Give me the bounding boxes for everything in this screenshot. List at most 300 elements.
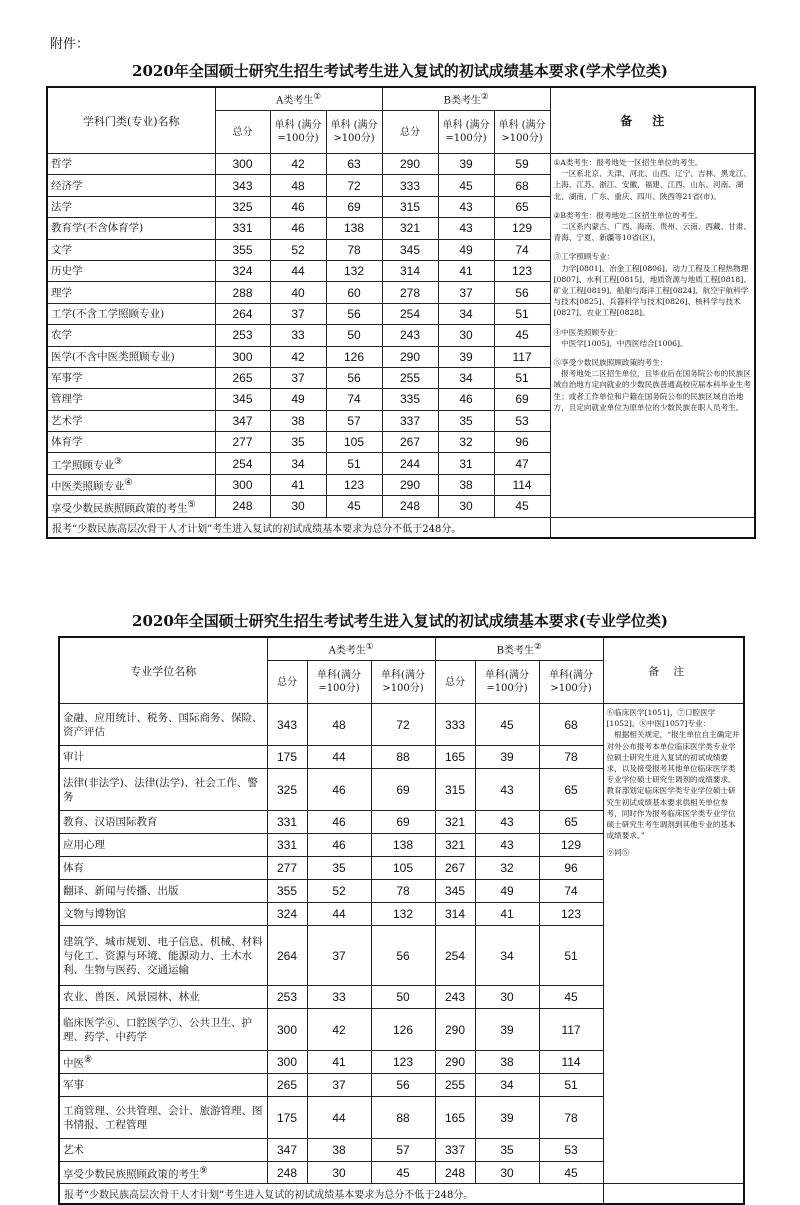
score-a-single-over100: 45 [326,496,382,517]
score-a-total: 254 [215,453,270,474]
score-b-single100: 43 [475,769,539,811]
score-b-total: 333 [435,704,475,746]
score-b-total: 243 [435,986,475,1009]
column-header-degree: 专业学位名称 [59,637,267,704]
score-b-single100: 30 [475,986,539,1009]
score-b-total: 345 [435,880,475,903]
academic-table-title: 2020年全国硕士研究生招生考试考生进入复试的初试成绩基本要求(学术学位类) [132,62,668,80]
notes-cell [603,704,744,1184]
score-a-single100: 33 [307,986,371,1009]
score-a-total: 347 [267,1139,307,1162]
score-a-single100: 48 [307,704,371,746]
score-b-single-over100: 45 [539,986,603,1009]
row-name: 中医 [63,1057,84,1070]
score-b-single-over100: 74 [539,880,603,903]
score-a-single-over100: 78 [326,239,382,260]
notes-header: 备注 [603,637,744,704]
score-b-single100: 38 [475,1051,539,1074]
row-name: 教育、汉语国际教育 [63,816,158,828]
score-b-single-over100: 65 [539,811,603,834]
row-name-cell [47,453,215,474]
row-name-cell [59,1097,267,1139]
score-b-single100: 35 [475,1139,539,1162]
row-name: 享受少数民族照顾政策的考生 [51,502,188,515]
score-a-single-over100: 50 [326,325,382,346]
row-name-cell [47,474,215,495]
group-header-b: B类考生② [382,87,550,111]
notes-footer-blank [550,517,755,538]
score-a-single100: 52 [270,239,326,260]
score-a-single100: 48 [270,175,326,196]
score-a-total: 300 [215,474,270,495]
score-a-single100: 38 [307,1139,371,1162]
score-b-single-over100: 117 [494,346,550,367]
row-name-cell [47,154,215,175]
subheader-a-single100: 单科(满分=100分) [307,661,371,704]
score-b-single-over100: 114 [494,474,550,495]
score-a-single-over100: 126 [326,346,382,367]
row-name-footnote-mark: ⑤ [187,499,196,510]
score-b-single-over100: 53 [494,410,550,431]
score-b-total: 321 [382,218,438,239]
row-name: 金融、应用统计、税务、国际商务、保险、资产评估 [63,711,263,738]
row-name: 中医类照顾专业 [51,480,125,493]
score-a-total: 347 [215,410,270,431]
score-a-total: 343 [267,704,307,746]
row-name-cell [59,769,267,811]
score-a-single-over100: 74 [326,389,382,410]
score-b-single-over100: 78 [539,1097,603,1139]
score-a-single100: 38 [270,410,326,431]
score-b-total: 314 [435,903,475,926]
professional-table-title: 2020年全国硕士研究生招生考试考生进入复试的初试成绩基本要求(专业学位类) [132,612,668,630]
score-b-total: 290 [382,474,438,495]
score-b-single100: 30 [438,496,494,517]
score-b-total: 165 [435,1097,475,1139]
row-name-cell [47,239,215,260]
group-header-b: B类考生② [435,637,603,661]
score-b-single-over100: 129 [539,834,603,857]
score-a-total: 324 [267,903,307,926]
score-b-single-over100: 123 [494,260,550,281]
score-a-single-over100: 132 [326,260,382,281]
score-a-single-over100: 69 [371,769,435,811]
table-row [59,704,744,746]
score-a-single100: 52 [307,880,371,903]
score-b-single100: 41 [475,903,539,926]
score-b-total: 290 [382,346,438,367]
row-name: 农学 [51,329,72,342]
row-name: 体育学 [51,436,83,449]
score-b-total: 314 [382,260,438,281]
column-header-discipline: 学科门类(专业)名称 [47,87,215,154]
note-item: ①A类考生：报考地处一区招生单位的考生。 一区系北京、天津、河北、山西、辽宁、吉林、黑龙江、上海、江苏、浙江、安徽、福建、江西、山东、河南、湖北、湖南、广东、重庆、四川、陕西等21省(市)。 [553,158,751,201]
score-b-single-over100: 114 [539,1051,603,1074]
note-item: ⑥临床医学[1051]、⑦口腔医学[1052]、⑧中医[1057]专业： 根据相关规定，“报生单位自主确定并对外公布报考本单位临床医学类专业学位硕士研究生进入复试的初试成绩要求，以及接受报考其他单位临床医学类专业学位硕士研究生调剂的成绩要求。教育部划定临床医学类专业学位硕士研究生初试成绩基本要求供相关单位参考，同时作为报考临床医学类专业学位硕士研究生考生调剂到其他专业的基本成绩要求。” [606,708,740,841]
attachment-label: 附件： [50,37,90,52]
score-a-total: 300 [267,1051,307,1074]
score-a-total: 265 [267,1074,307,1097]
row-name-cell [47,325,215,346]
row-name: 农业、兽医、风景园林、林业 [63,991,200,1003]
row-name-cell [59,834,267,857]
score-a-total: 355 [215,239,270,260]
footnote-row [59,1184,744,1205]
score-b-single-over100: 51 [539,926,603,986]
score-b-total: 290 [435,1009,475,1051]
score-a-single100: 46 [307,811,371,834]
row-name-cell [47,196,215,217]
score-a-single100: 46 [307,834,371,857]
score-b-single-over100: 59 [494,154,550,175]
score-b-single100: 34 [438,367,494,388]
row-name-cell [59,1051,267,1074]
score-a-total: 331 [215,218,270,239]
row-name: 哲学 [51,158,72,171]
score-b-total: 315 [435,769,475,811]
score-a-total: 325 [215,196,270,217]
score-a-single-over100: 51 [326,453,382,474]
score-a-single-over100: 57 [326,410,382,431]
score-b-single-over100: 96 [539,857,603,880]
subheader-b-single-over100: 单科 (满分>100分) [494,111,550,154]
row-name: 经济学 [51,179,83,192]
note-item: ⑤享受少数民族照顾政策的考生： 报考地处二区招生单位，且毕业后在国务院公布的民族区域自治地方定向就业的少数民族普通高校应届本科毕业生考生；或者工作单位和户籍在国务院公布的民族区域自治地方，且定向就业单位为原单位的少数民族在职人员考生。 [553,358,751,412]
score-b-single100: 34 [475,926,539,986]
score-b-single-over100: 117 [539,1009,603,1051]
row-name-cell [59,926,267,986]
score-a-single100: 46 [270,218,326,239]
score-b-single-over100: 69 [494,389,550,410]
score-b-single-over100: 78 [539,746,603,769]
row-name: 艺术 [63,1144,84,1156]
score-b-single-over100: 56 [494,282,550,303]
score-b-single100: 49 [475,880,539,903]
score-a-total: 300 [215,346,270,367]
score-a-total: 248 [267,1162,307,1184]
score-a-single100: 46 [270,196,326,217]
row-name-cell [59,811,267,834]
score-b-total: 337 [382,410,438,431]
row-name: 工学(不含工学照顾专业) [51,307,165,320]
score-a-single-over100: 105 [371,857,435,880]
score-b-single-over100: 65 [494,196,550,217]
score-a-total: 264 [267,926,307,986]
row-name-cell [47,218,215,239]
score-b-single100: 34 [438,303,494,324]
row-name-cell [59,704,267,746]
score-a-single-over100: 56 [371,926,435,986]
score-b-total: 333 [382,175,438,196]
score-b-single-over100: 74 [494,239,550,260]
score-b-total: 248 [382,496,438,517]
score-b-single-over100: 51 [494,367,550,388]
row-name-cell [59,903,267,926]
score-a-total: 277 [215,432,270,453]
subheader-b-single-over100: 单科(满分>100分) [539,661,603,704]
score-a-single-over100: 132 [371,903,435,926]
score-b-total: 244 [382,453,438,474]
score-a-single100: 44 [307,1097,371,1139]
score-b-single-over100: 68 [539,704,603,746]
score-a-total: 248 [215,496,270,517]
score-a-single100: 44 [307,903,371,926]
score-b-single100: 37 [438,282,494,303]
score-b-single-over100: 45 [494,325,550,346]
subheader-a-single100: 单科 (满分=100分) [270,111,326,154]
score-a-single100: 37 [270,367,326,388]
score-b-single-over100: 123 [539,903,603,926]
row-name: 军事学 [51,372,83,385]
score-b-single100: 39 [475,1097,539,1139]
footnote-row [47,517,755,538]
score-b-single-over100: 65 [539,769,603,811]
score-b-total: 337 [435,1139,475,1162]
score-a-single-over100: 123 [371,1051,435,1074]
score-a-total: 331 [267,811,307,834]
subheader-b-total: 总分 [382,111,438,154]
score-a-single-over100: 56 [326,367,382,388]
score-b-single100: 43 [475,811,539,834]
row-name-cell [47,175,215,196]
subheader-a-total: 总分 [215,111,270,154]
score-b-single-over100: 96 [494,432,550,453]
score-a-single100: 37 [307,1074,371,1097]
subheader-b-single100: 单科 (满分=100分) [438,111,494,154]
subheader-b-total: 总分 [435,661,475,704]
note-item: ②B类考生：报考地处二区招生单位的考生。 二区系内蒙古、广西、海南、贵州、云南、西藏、甘肃、青海、宁夏、新疆等10省(区)。 [553,210,751,243]
score-b-total: 290 [382,154,438,175]
score-b-single100: 31 [438,453,494,474]
score-a-single100: 35 [307,857,371,880]
row-name: 艺术学 [51,414,83,427]
score-a-single-over100: 45 [371,1162,435,1184]
score-b-single100: 30 [438,325,494,346]
score-a-single-over100: 138 [326,218,382,239]
score-a-single-over100: 72 [371,704,435,746]
score-b-single-over100: 53 [539,1139,603,1162]
score-a-total: 343 [215,175,270,196]
row-name-cell [47,367,215,388]
row-name: 历史学 [51,265,83,278]
score-a-single-over100: 60 [326,282,382,303]
notes-cell [550,154,755,518]
score-a-single100: 40 [270,282,326,303]
score-b-total: 254 [435,926,475,986]
score-b-total: 321 [435,834,475,857]
score-a-single100: 37 [307,926,371,986]
score-b-single100: 43 [475,834,539,857]
row-name-footnote-mark: ⑨ [199,1165,208,1176]
subheader-a-single-over100: 单科 (满分>100分) [326,111,382,154]
row-name: 法律(非法学)、法律(法学)、社会工作、警务 [63,776,258,803]
row-name: 管理学 [51,393,83,406]
footnote: 报考“少数民族高层次骨干人才计划”考生进入复试的初试成绩基本要求为总分不低于248分。 [47,517,550,538]
row-name: 医学(不含中医类照顾专业) [51,350,175,363]
score-b-single100: 45 [438,175,494,196]
row-name: 工学照顾专业 [51,459,114,472]
score-a-single-over100: 56 [371,1074,435,1097]
table-row [47,154,755,175]
score-b-single100: 30 [475,1162,539,1184]
score-b-single100: 39 [438,346,494,367]
note-item: ⑨同⑤ [606,848,630,858]
row-name-cell [47,496,215,517]
score-a-total: 355 [267,880,307,903]
score-a-single100: 42 [270,154,326,175]
score-b-total: 255 [435,1074,475,1097]
note-item: ④中医类照顾专业： 中医学[1005]、中西医结合[1006]。 [553,327,688,348]
score-b-single100: 32 [438,432,494,453]
score-b-total: 255 [382,367,438,388]
row-name: 应用心理 [63,839,105,851]
row-name-footnote-mark: ⑧ [84,1055,92,1066]
row-name-cell [59,880,267,903]
row-name-cell [59,857,267,880]
row-name-cell [47,346,215,367]
score-a-total: 300 [215,154,270,175]
row-name-cell [47,282,215,303]
notes-footer-blank [603,1184,744,1205]
group-header-a: A类考生① [215,87,382,111]
score-a-single-over100: 57 [371,1139,435,1162]
row-name-cell [59,1162,267,1184]
score-b-single100: 39 [438,154,494,175]
row-name: 审计 [63,751,84,763]
row-name-footnote-mark: ③ [114,456,122,467]
score-b-single100: 32 [475,857,539,880]
score-a-total: 325 [267,769,307,811]
score-b-total: 335 [382,389,438,410]
score-b-total: 267 [382,432,438,453]
score-a-single-over100: 50 [371,986,435,1009]
score-b-single100: 46 [438,389,494,410]
row-name: 体育 [63,862,84,874]
row-name-cell [47,260,215,281]
row-name-cell [59,986,267,1009]
row-name-cell [47,432,215,453]
score-a-single100: 44 [270,260,326,281]
score-a-total: 265 [215,367,270,388]
subheader-a-total: 总分 [267,661,307,704]
score-b-single100: 39 [475,746,539,769]
row-name: 工商管理、公共管理、会计、旅游管理、图书情报、工程管理 [63,1104,263,1131]
row-name-cell [47,303,215,324]
score-a-single-over100: 78 [371,880,435,903]
row-name-cell [59,1009,267,1051]
score-b-total: 321 [435,811,475,834]
subheader-a-single-over100: 单科(满分>100分) [371,661,435,704]
score-b-total: 278 [382,282,438,303]
row-name: 临床医学⑥、口腔医学⑦、公共卫生、护理、药学、中药学 [63,1016,252,1043]
score-a-single-over100: 123 [326,474,382,495]
score-b-single-over100: 47 [494,453,550,474]
note-item: ③工学照顾专业： 力学[0801]、冶金工程[0806]、动力工程及工程热物理[0807]、水利工程[0815]、地质资源与地质工程[0818]、矿业工程[0819]、船舶与海洋工程[0824]、航空宇航科学与技术[0825]、兵器科学与技术[0826]、核科学与技术[0827]、农业工程[0828]。 [553,252,751,318]
score-a-single100: 30 [307,1162,371,1184]
score-a-single-over100: 69 [371,811,435,834]
score-a-single-over100: 63 [326,154,382,175]
score-a-single100: 42 [270,346,326,367]
score-b-total: 345 [382,239,438,260]
score-a-single100: 37 [270,303,326,324]
score-b-single-over100: 45 [539,1162,603,1184]
footnote: 报考“少数民族高层次骨干人才计划”考生进入复试的初试成绩基本要求为总分不低于248分。 [59,1184,603,1205]
score-a-single-over100: 126 [371,1009,435,1051]
professional-score-table [58,636,745,1205]
score-a-single100: 41 [307,1051,371,1074]
score-b-single100: 38 [438,474,494,495]
score-a-total: 288 [215,282,270,303]
score-b-single100: 43 [438,196,494,217]
row-name-cell [59,1074,267,1097]
score-b-single100: 43 [438,218,494,239]
score-b-single-over100: 68 [494,175,550,196]
row-name: 翻译、新闻与传播、出版 [63,885,179,897]
score-a-single100: 46 [307,769,371,811]
row-name: 法学 [51,200,72,213]
score-b-single-over100: 51 [494,303,550,324]
score-a-single-over100: 88 [371,1097,435,1139]
score-a-single100: 30 [270,496,326,517]
score-a-single100: 41 [270,474,326,495]
score-a-single-over100: 69 [326,196,382,217]
score-a-single-over100: 105 [326,432,382,453]
score-b-total: 254 [382,303,438,324]
score-b-single100: 35 [438,410,494,431]
row-name: 享受少数民族照顾政策的考生 [63,1168,200,1181]
academic-score-table [46,86,756,539]
score-a-single100: 34 [270,453,326,474]
score-b-total: 290 [435,1051,475,1074]
score-b-single100: 39 [475,1009,539,1051]
row-name-cell [59,746,267,769]
score-a-total: 300 [267,1009,307,1051]
score-a-single100: 42 [307,1009,371,1051]
score-a-single100: 49 [270,389,326,410]
score-a-single100: 33 [270,325,326,346]
score-a-single100: 44 [307,746,371,769]
score-a-total: 175 [267,746,307,769]
score-b-total: 315 [382,196,438,217]
score-a-total: 253 [215,325,270,346]
score-a-total: 175 [267,1097,307,1139]
score-a-total: 264 [215,303,270,324]
row-name-cell [47,389,215,410]
subheader-b-single100: 单科(满分=100分) [475,661,539,704]
row-name: 理学 [51,286,72,299]
score-b-single-over100: 45 [494,496,550,517]
group-header-a: A类考生① [267,637,435,661]
score-a-total: 345 [215,389,270,410]
score-b-single-over100: 129 [494,218,550,239]
score-b-single100: 45 [475,704,539,746]
score-a-total: 253 [267,986,307,1009]
row-name: 军事 [63,1079,84,1091]
score-a-single-over100: 56 [326,303,382,324]
row-name-footnote-mark: ④ [124,478,133,489]
row-name: 建筑学、城市规划、电子信息、机械、材料与化工、资源与环境、能源动力、土木水利、生物与医药、交通运输 [63,935,263,976]
score-a-single100: 35 [270,432,326,453]
notes-header: 备注 [550,87,755,154]
score-b-single100: 49 [438,239,494,260]
score-a-single-over100: 138 [371,834,435,857]
row-name: 文物与博物馆 [63,908,126,920]
row-name: 教育学(不含体育学) [51,222,144,235]
score-b-total: 243 [382,325,438,346]
score-a-single-over100: 88 [371,746,435,769]
row-name: 文学 [51,243,72,256]
row-name-cell [47,410,215,431]
